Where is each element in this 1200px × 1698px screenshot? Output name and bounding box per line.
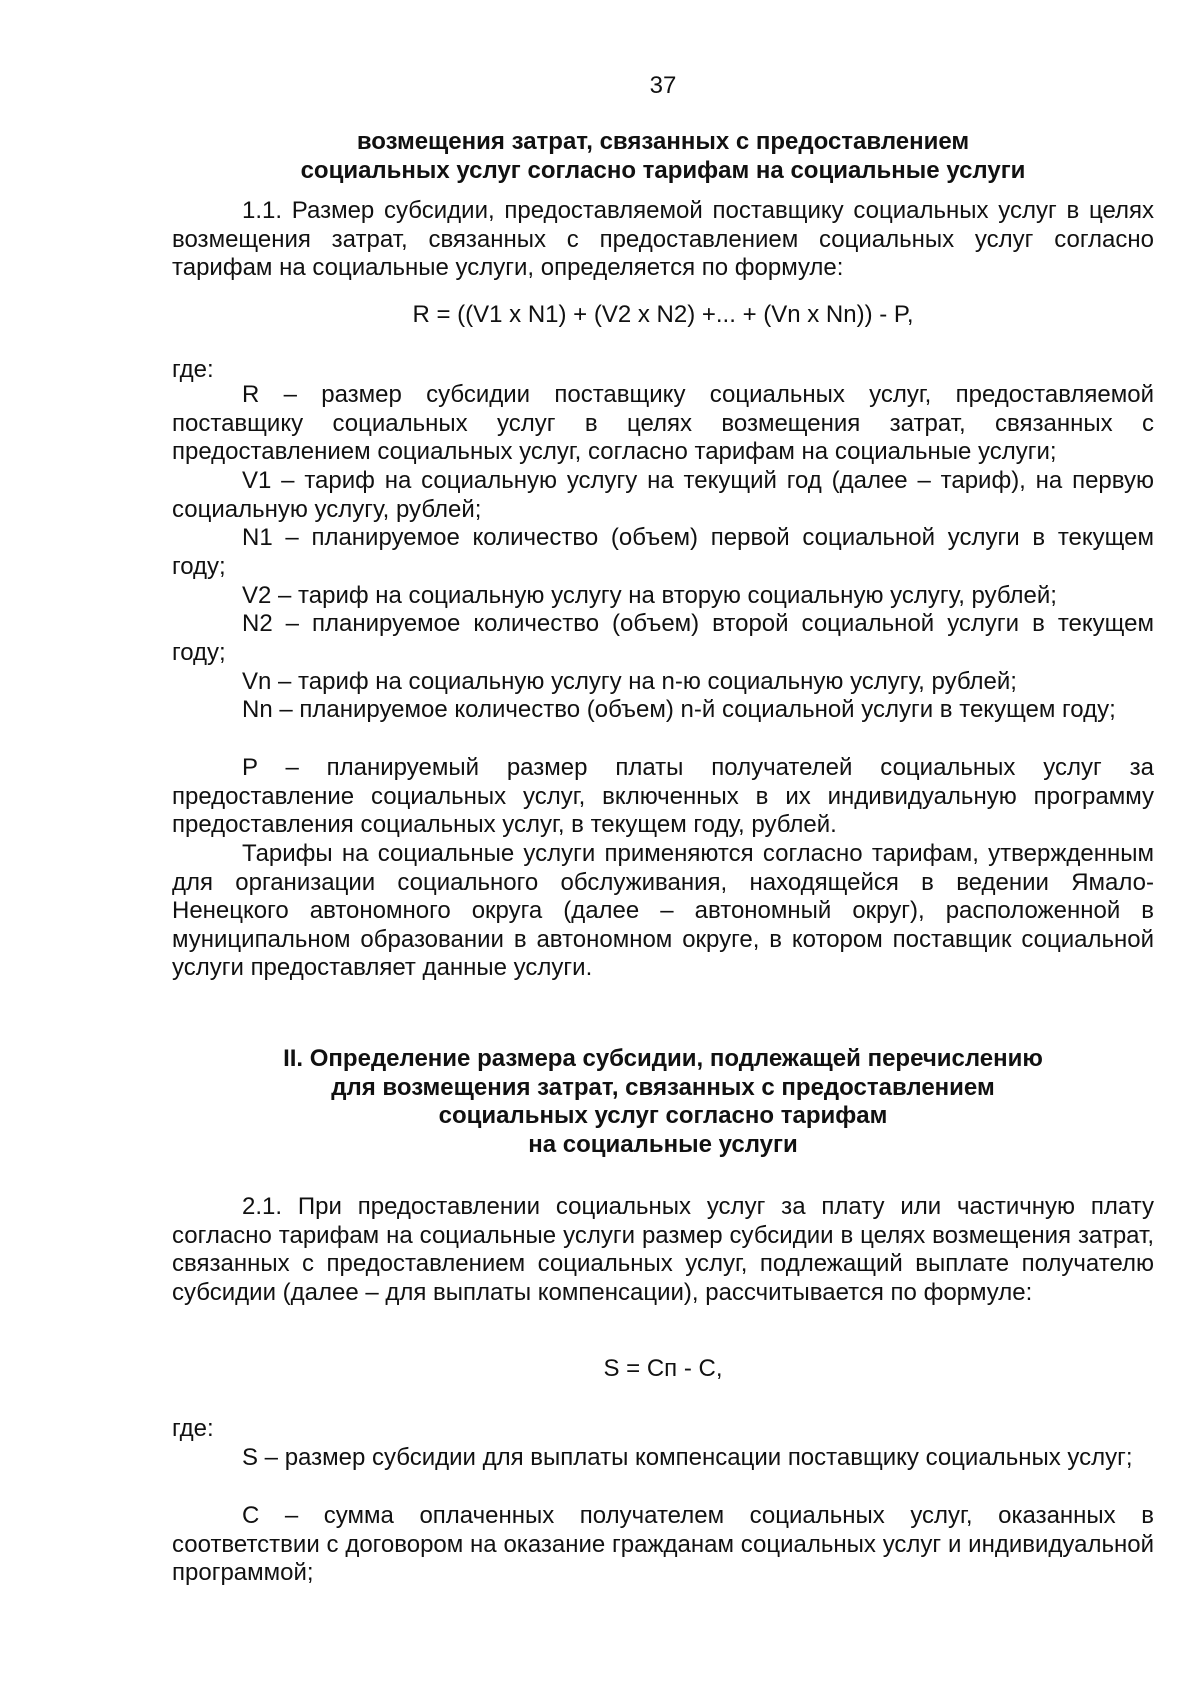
heading-line: II. Определение размера субсидии, подлежащей перечислению [283,1045,1043,1072]
definition-s: S – размер субсидии для выплаты компенсации поставщику социальных услуг; [242,1444,1133,1471]
formula-s: S = Сп - С, [603,1355,723,1382]
definition-vn: Vn – тариф на социальную услугу на n-ю социальную услугу, рублей; [242,668,1017,695]
formula-r: R = ((V1 x N1) + (V2 x N2) +... + (Vn x Nn)) - P, [412,301,914,328]
heading-line: социальных услуг согласно тарифам [438,1102,888,1129]
definition-n1: N1 – планируемое количество (объем) первой социальной услуги в текущем году; [172,524,1154,580]
paragraph-tariffs: Тарифы на социальные услуги применяются согласно тарифам, утвержденным для организации социального обслуживания, находящейся в ведении Ямало-Ненецкого автономного округа (далее – автономный округ), расположенной в муниципальном образовании в автономном округе, в котором поставщик социальной услуги предоставляет данные услуги. [172,840,1154,982]
definition-r: R – размер субсидии поставщику социальных услуг, предоставляемой поставщику социальных услуг в целях возмещения затрат, связанных с предоставлением социальных услуг, согласно тарифам на социальные услуги; [172,381,1154,466]
heading-line: для возмещения затрат, связанных с предоставлением [331,1073,995,1101]
definition-c: С – сумма оплаченных получателем социальных услуг, оказанных в соответствии с договором на оказание гражданам социальных услуг и индивидуальной программой; [172,1502,1154,1587]
paragraph-1-1: 1.1. Размер субсидии, предоставляемой поставщику социальных услуг в целях возмещения затрат, связанных с предоставлением социальных услуг согласно тарифам на социальные услуги, определяется по формуле: [172,197,1154,282]
definition-nn: Nn – планируемое количество (объем) n-й социальной услуги в текущем году; [242,696,1116,723]
where-label: где: [172,356,214,383]
definition-v2: V2 – тариф на социальную услугу на вторую социальную услугу, рублей; [242,582,1057,609]
paragraph-2-1: 2.1. При предоставлении социальных услуг за плату или частичную плату согласно тарифам на социальные услуги размер субсидии в целях возмещения затрат, связанных с предоставлением социальных услуг, подлежащий выплате получателю субсидии (далее – для выплаты компенсации), рассчитывается по формуле: [172,1193,1154,1306]
definition-p: P – планируемый размер платы получателей социальных услуг за предоставление социальных услуг, включенных в их индивидуальную программу предоставления социальных услуг, в текущем году, рублей. [172,754,1154,839]
section-heading-continuation [172,128,1154,185]
heading-line: на социальные услуги [528,1130,798,1158]
definition-n2: N2 – планируемое количество (объем) второй социальной услуги в текущем году; [172,610,1154,666]
heading-line: возмещения затрат, связанных с предоставлением [356,128,970,155]
section-heading-ii [172,1045,1154,1159]
page-number: 37 [649,72,677,99]
heading-line: социальных услуг согласно тарифам на социальные услуги [300,156,1026,184]
definition-v1: V1 – тариф на социальную услугу на текущий год (далее – тариф), на первую социальную услугу, рублей; [172,467,1154,523]
where-label-2: где: [172,1415,214,1442]
